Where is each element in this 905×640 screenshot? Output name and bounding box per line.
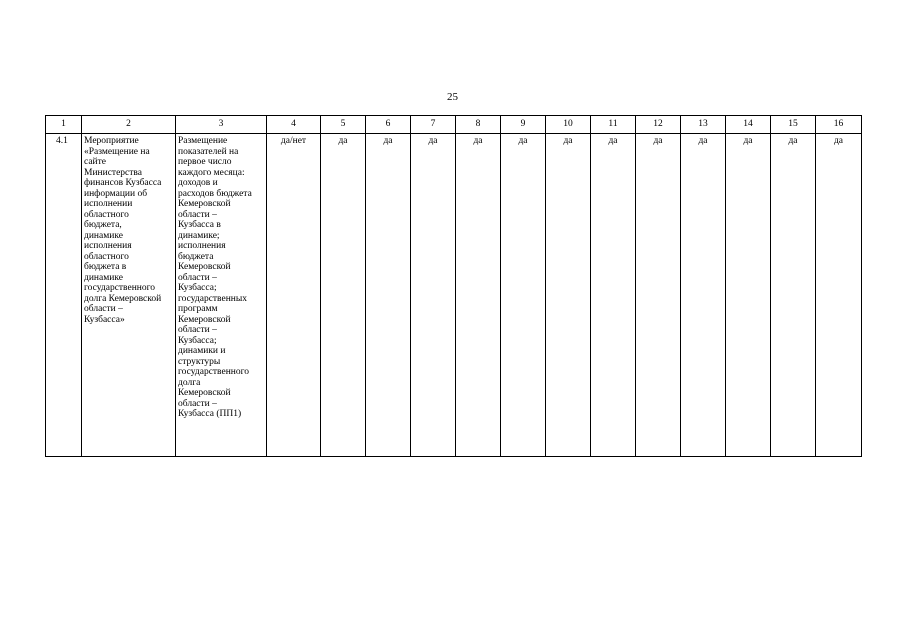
value-cell: да bbox=[546, 134, 591, 457]
value-cell: да bbox=[366, 134, 411, 457]
value-cell: да bbox=[636, 134, 681, 457]
column-header-14: 14 bbox=[726, 116, 771, 134]
column-header-3: 3 bbox=[176, 116, 267, 134]
column-header-9: 9 bbox=[501, 116, 546, 134]
column-header-4: 4 bbox=[267, 116, 321, 134]
column-header-11: 11 bbox=[591, 116, 636, 134]
data-table bbox=[45, 115, 862, 457]
value-cell: да bbox=[456, 134, 501, 457]
row-index: 4.1 bbox=[46, 134, 82, 457]
column-header-1: 1 bbox=[46, 116, 82, 134]
column-header-16: 16 bbox=[816, 116, 862, 134]
value-cell: да bbox=[816, 134, 862, 457]
column-header-12: 12 bbox=[636, 116, 681, 134]
page-number: 25 bbox=[447, 91, 458, 103]
event-description: Мероприятие «Размещение на сайте Министерства финансов Кузбасса информации об исполнении областного бюджета, динамике исполнения областного бюджета в динамике государственного долга Кемеровской области – Кузбасса» bbox=[82, 134, 176, 457]
column-header-13: 13 bbox=[681, 116, 726, 134]
value-cell: да bbox=[726, 134, 771, 457]
column-header-5: 5 bbox=[321, 116, 366, 134]
value-cell: да bbox=[501, 134, 546, 457]
column-header-2: 2 bbox=[82, 116, 176, 134]
table-row bbox=[46, 134, 862, 457]
column-header-7: 7 bbox=[411, 116, 456, 134]
value-cell: да bbox=[771, 134, 816, 457]
unit-cell: да/нет bbox=[267, 134, 321, 457]
column-header-8: 8 bbox=[456, 116, 501, 134]
column-header-15: 15 bbox=[771, 116, 816, 134]
column-header-6: 6 bbox=[366, 116, 411, 134]
value-cell: да bbox=[321, 134, 366, 457]
value-cell: да bbox=[681, 134, 726, 457]
table-header-row bbox=[46, 116, 862, 134]
value-cell: да bbox=[411, 134, 456, 457]
value-cell: да bbox=[591, 134, 636, 457]
indicator-description: Размещение показателей на первое число каждого месяца: доходов и расходов бюджета Кемеровской области – Кузбасса в динамике; исполнения бюджета Кемеровской области – Кузбасса; государственных программ Кемеровской области – Кузбасса; динамики и структуры государственного долга Кемеровской области – Кузбасса (ПП1) bbox=[176, 134, 267, 457]
column-header-10: 10 bbox=[546, 116, 591, 134]
